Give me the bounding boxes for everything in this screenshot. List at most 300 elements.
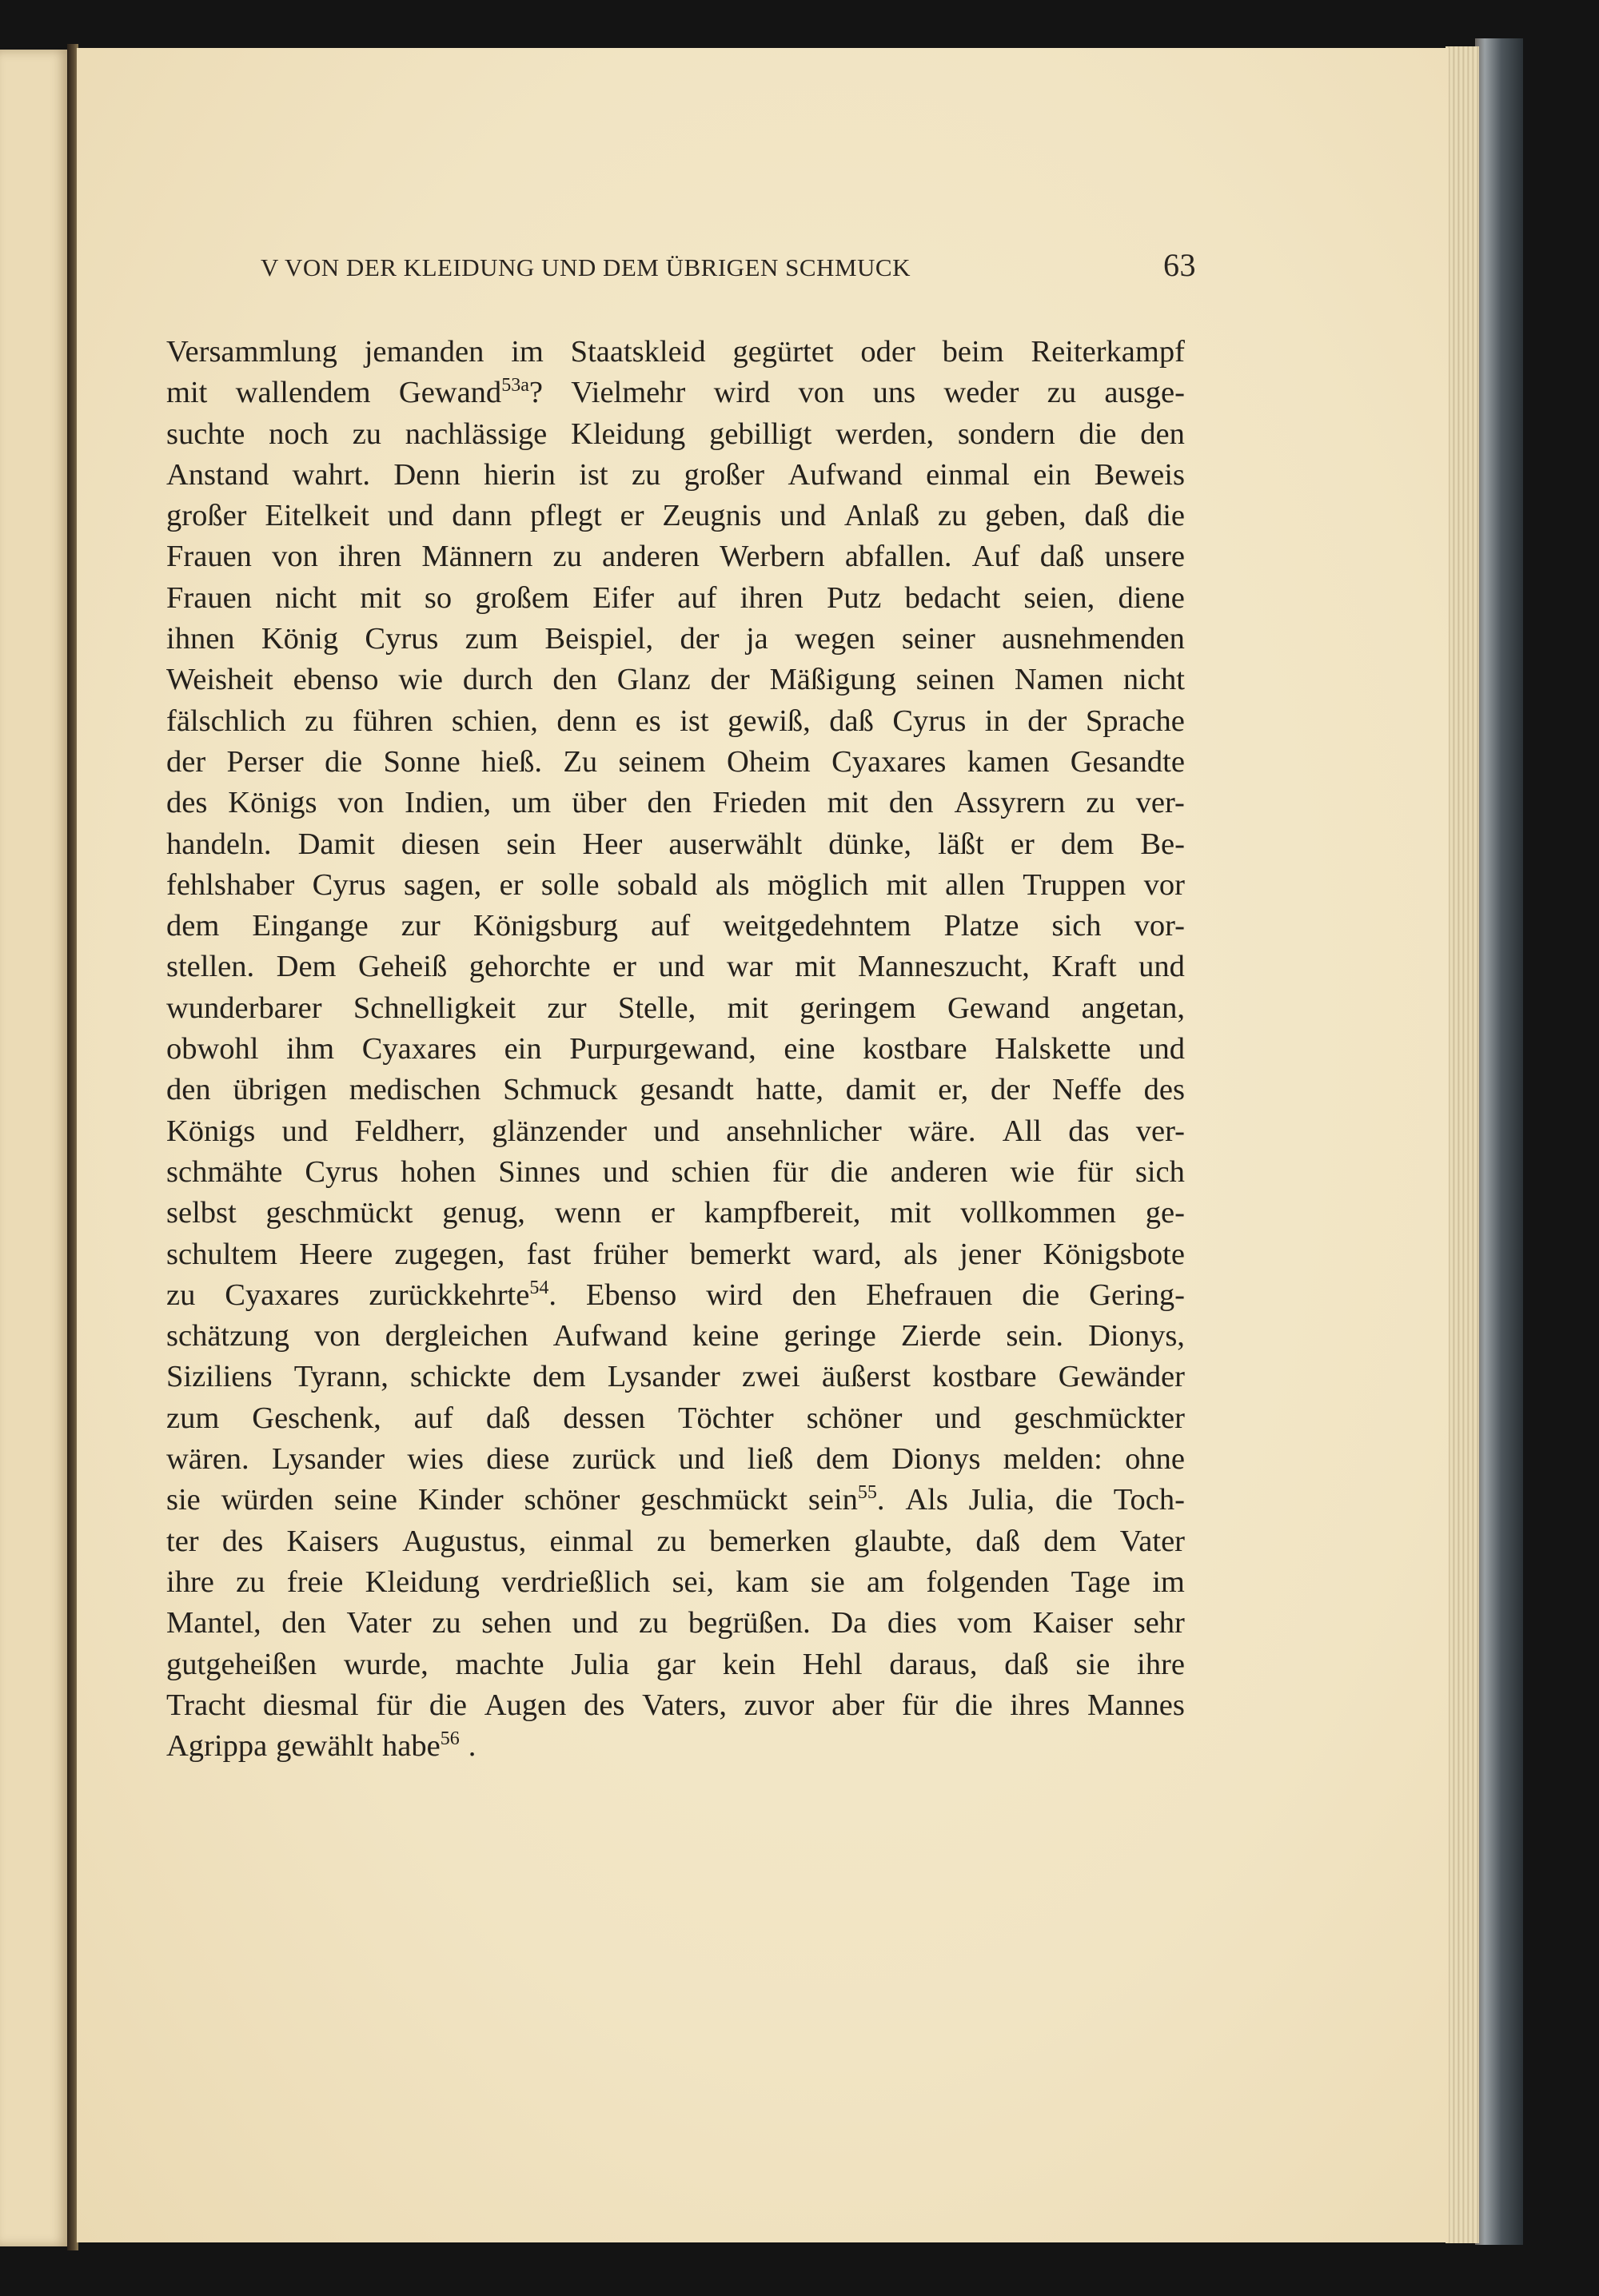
word: und <box>678 1442 725 1477</box>
word: der <box>1027 704 1067 738</box>
word: und <box>780 499 827 533</box>
word: daß <box>975 1524 1020 1558</box>
word: vor <box>1143 867 1185 902</box>
body-text <box>166 332 1185 1767</box>
page-number: 63 <box>1163 247 1196 283</box>
word: Heer <box>582 827 643 861</box>
word: Männern <box>421 540 533 574</box>
word: kam <box>736 1565 789 1599</box>
word: keine <box>692 1319 760 1353</box>
word: den <box>166 1073 211 1107</box>
word: Ebenso <box>585 1278 677 1312</box>
word: ihre <box>1137 1647 1185 1681</box>
text-line <box>166 1275 1185 1316</box>
word: ver- <box>1135 786 1185 820</box>
word: diene <box>1118 580 1185 615</box>
word: Ehefrauen <box>866 1278 993 1312</box>
word: Cyrus <box>305 1154 379 1189</box>
word: zu <box>631 457 661 492</box>
word: medischen <box>349 1073 481 1107</box>
word: Tyrann, <box>293 1360 389 1394</box>
facing-page-edge <box>0 50 69 2246</box>
word: wunderbarer <box>166 991 322 1025</box>
word: mit <box>360 580 401 615</box>
word: angetan, <box>1081 991 1185 1025</box>
word: Dionys, <box>1088 1319 1185 1353</box>
word: hatte, <box>756 1073 824 1107</box>
word: mit <box>166 376 208 410</box>
word: gehorchte <box>469 950 591 984</box>
word: großer <box>166 499 247 533</box>
word: großem <box>475 580 569 615</box>
word: Mäßigung <box>769 663 896 697</box>
text-line <box>166 1480 1185 1521</box>
word: zu <box>1086 786 1115 820</box>
word: kein <box>722 1647 776 1681</box>
word: sie <box>166 1483 201 1517</box>
word: es <box>635 704 661 738</box>
word: oder <box>860 335 915 369</box>
text-line <box>166 1521 1185 1562</box>
word: Tage <box>1071 1565 1130 1599</box>
text-line <box>166 1726 1185 1767</box>
text-line <box>166 1193 1185 1234</box>
word: führen <box>352 704 433 738</box>
text-line <box>166 496 1185 536</box>
word: wallendem <box>235 376 371 410</box>
word: zu <box>305 704 334 738</box>
word: Gering- <box>1089 1278 1185 1312</box>
word: wird <box>713 376 771 410</box>
word: Vater <box>346 1606 412 1640</box>
word: zu <box>656 1524 686 1558</box>
word: die <box>325 744 363 779</box>
word: einmal <box>549 1524 634 1558</box>
word: Königs <box>228 786 317 820</box>
word: Feldherr, <box>354 1114 465 1148</box>
word: vom <box>957 1606 1012 1640</box>
word: nachlässige <box>405 417 548 451</box>
word: zu <box>937 499 967 533</box>
word: werden, <box>835 417 935 451</box>
word: solle <box>540 867 600 902</box>
word: Königsbote <box>1043 1237 1185 1271</box>
word: geschmückt <box>640 1483 788 1517</box>
word: und <box>653 1114 700 1148</box>
word: Purpurgewand, <box>569 1032 756 1066</box>
word: uns <box>872 376 916 410</box>
word: stellen. <box>166 950 255 984</box>
word: durch <box>462 663 533 697</box>
word: Kraft <box>1051 950 1117 984</box>
word: Aufwand <box>788 457 903 492</box>
text-line <box>166 1070 1185 1110</box>
word: und <box>935 1401 982 1435</box>
word: sie <box>1075 1647 1111 1681</box>
word: Zu <box>563 744 598 779</box>
word: hohen <box>401 1154 477 1189</box>
word: die <box>429 1688 467 1722</box>
word: ihren <box>740 580 803 615</box>
word: zum <box>166 1401 220 1435</box>
word: und <box>658 950 705 984</box>
word: diese <box>486 1442 550 1477</box>
word: Cyaxares <box>831 744 947 779</box>
word: zum <box>465 622 519 656</box>
word: glaubte, <box>854 1524 953 1558</box>
word: wegen <box>795 622 875 656</box>
word: die <box>1146 499 1185 533</box>
word: gewählt <box>276 1729 374 1764</box>
text-line <box>166 906 1185 947</box>
word: damit <box>845 1073 916 1107</box>
word: wies <box>407 1442 464 1477</box>
word: so <box>424 580 453 615</box>
word: bemerkt <box>689 1237 791 1271</box>
word: Agrippa <box>166 1729 268 1764</box>
word: Augen <box>484 1688 567 1722</box>
word: Julia <box>571 1647 630 1681</box>
word: schien, <box>451 704 538 738</box>
word: daraus, <box>889 1647 978 1681</box>
word: kamen <box>967 744 1050 779</box>
running-header <box>261 246 1196 284</box>
word: dem <box>532 1360 586 1394</box>
word: glänzender <box>492 1114 628 1148</box>
word: Als <box>905 1483 948 1517</box>
word: und <box>281 1114 329 1148</box>
word: sich <box>1051 909 1102 943</box>
word: als <box>715 867 750 902</box>
word: Kaisers <box>286 1524 379 1558</box>
word: gutgeheißen <box>166 1647 317 1681</box>
word: Lysander <box>607 1360 720 1394</box>
word: des <box>166 786 208 820</box>
word: zwei <box>742 1360 800 1394</box>
word: er <box>650 1196 675 1230</box>
text-line <box>166 1603 1185 1644</box>
word: sagen, <box>403 867 482 902</box>
word: fehlshaber <box>166 867 295 902</box>
word: Halskette <box>995 1032 1111 1066</box>
word: für <box>902 1688 938 1722</box>
word: Siziliens <box>166 1360 273 1394</box>
word: Eifer <box>592 580 655 615</box>
word: ihres <box>1010 1688 1071 1722</box>
word: die <box>1079 417 1117 451</box>
word: schätzung <box>166 1319 289 1353</box>
word: mit <box>727 991 768 1025</box>
word: Indien, <box>405 786 492 820</box>
word: Töchter <box>678 1401 774 1435</box>
text-line <box>166 660 1185 700</box>
word: sehr <box>1133 1606 1185 1640</box>
page-stack-edges <box>1445 46 1479 2243</box>
word: selbst <box>166 1196 237 1230</box>
word: seiner <box>901 622 975 656</box>
text-line <box>166 742 1185 783</box>
word: der <box>680 622 720 656</box>
word: denn <box>556 704 617 738</box>
word: den <box>647 786 692 820</box>
word: jener <box>959 1237 1022 1271</box>
word: Cyrus <box>365 622 439 656</box>
word: ter <box>166 1524 199 1558</box>
word: Platze <box>943 909 1019 943</box>
word: weitgedehntem <box>723 909 911 943</box>
word: möglich <box>767 867 869 902</box>
word: Auf <box>971 540 1020 574</box>
word: kampfbereit, <box>704 1196 861 1230</box>
word: Kinder <box>417 1483 504 1517</box>
word: Mannes <box>1087 1688 1185 1722</box>
word: ansehnlicher <box>726 1114 882 1148</box>
word: einmal <box>926 457 1010 492</box>
word: melden: <box>1003 1442 1103 1477</box>
word: wahrt. <box>292 457 370 492</box>
word: vollkommen <box>960 1196 1116 1230</box>
word: wie <box>1010 1154 1055 1189</box>
word: dem <box>1043 1524 1097 1558</box>
word: den <box>792 1278 837 1312</box>
word: Lysander <box>271 1442 385 1477</box>
word: gegürtet <box>732 335 834 369</box>
text-line <box>166 1439 1185 1480</box>
word: zu <box>432 1606 461 1640</box>
word: jemanden <box>364 335 484 369</box>
word: mit <box>886 867 927 902</box>
book-cover-edge <box>1475 38 1523 2245</box>
word: den <box>1140 417 1185 451</box>
word: zu <box>236 1565 265 1599</box>
word: hieß. <box>481 744 543 779</box>
word: pflegt <box>529 499 602 533</box>
word: ihre <box>166 1565 214 1599</box>
word: ward, <box>812 1237 882 1271</box>
footnote-marker: 56 <box>440 1728 460 1750</box>
word: daß <box>829 704 874 738</box>
word: Schmuck <box>503 1073 618 1107</box>
word: seinem <box>618 744 706 779</box>
word: Toch- <box>1113 1483 1185 1517</box>
word: ebenso <box>293 663 379 697</box>
word: für <box>1077 1154 1113 1189</box>
word: beim <box>942 335 1004 369</box>
word: Eingange <box>252 909 369 943</box>
word: Dem <box>276 950 337 984</box>
running-title: V VON DER KLEIDUNG UND DEM ÜBRIGEN SCHMUCK <box>261 253 911 281</box>
word: sein$^{55}$. <box>807 1482 885 1517</box>
word: Vielmehr <box>571 376 686 410</box>
word: früher <box>592 1237 668 1271</box>
text-line <box>166 1029 1185 1070</box>
word: nicht <box>275 580 337 615</box>
word: seien, <box>1023 580 1095 615</box>
word: Beweis <box>1094 457 1185 492</box>
word: er <box>612 950 636 984</box>
word: der <box>166 744 206 779</box>
word: daß <box>485 1401 531 1435</box>
word: Frieden <box>712 786 807 820</box>
word: Gewand <box>947 991 1051 1025</box>
word: im <box>1152 1565 1185 1599</box>
word: nicht <box>1122 663 1185 697</box>
word: zurück <box>572 1442 656 1477</box>
word: Truppen <box>1023 867 1126 902</box>
word: Augustus, <box>402 1524 527 1558</box>
word: seine <box>333 1483 398 1517</box>
word: Werbern <box>720 540 825 574</box>
word: am <box>867 1565 905 1599</box>
word: Königsburg <box>473 909 619 943</box>
word: Geheiß <box>358 950 448 984</box>
word: Eitelkeit <box>265 499 369 533</box>
word: Gewand$^{53a}$? <box>398 375 543 410</box>
word: ja <box>745 622 768 656</box>
word: All <box>1002 1114 1042 1148</box>
word: dem <box>166 909 220 943</box>
text-line <box>166 1111 1185 1152</box>
footnote-marker: 53a <box>501 375 529 397</box>
word: und <box>1138 950 1185 984</box>
word: handeln. <box>166 827 272 861</box>
text-line <box>166 865 1185 906</box>
word: für <box>772 1154 808 1189</box>
word: zur <box>547 991 587 1025</box>
word: bedacht <box>904 580 1001 615</box>
text-line <box>166 1644 1185 1685</box>
word: Da <box>831 1606 867 1640</box>
word: fälschlich <box>166 704 286 738</box>
word: Putz <box>826 580 882 615</box>
word: anderen <box>890 1154 988 1189</box>
word: dessen <box>563 1401 646 1435</box>
word: läßt <box>938 827 984 861</box>
word: zu <box>1047 376 1077 410</box>
word: und <box>572 1606 619 1640</box>
word: sehen <box>481 1606 552 1640</box>
word: des <box>584 1688 625 1722</box>
word: sondern <box>957 417 1055 451</box>
word: daß <box>1084 499 1130 533</box>
word: sich <box>1134 1154 1185 1189</box>
word: Zeugnis <box>662 499 762 533</box>
word: für <box>376 1688 413 1722</box>
word: Sonne <box>383 744 461 779</box>
word: Mantel, <box>166 1606 261 1640</box>
text-line <box>166 332 1185 373</box>
word: dem <box>1060 827 1115 861</box>
word: suchte <box>166 417 245 451</box>
word: obwohl <box>166 1032 259 1066</box>
word: Oheim <box>726 744 811 779</box>
text-line <box>166 536 1185 577</box>
word: Gesandte <box>1070 744 1185 779</box>
word: geringe <box>784 1319 876 1353</box>
word: zu <box>638 1606 668 1640</box>
word: Namen <box>1014 663 1104 697</box>
word: Glanz <box>616 663 691 697</box>
word: Heere <box>299 1237 373 1271</box>
word: würden <box>221 1483 314 1517</box>
text-line <box>166 578 1185 619</box>
word: und <box>1138 1032 1185 1066</box>
word: Königs <box>166 1114 256 1148</box>
word: in <box>984 704 1009 738</box>
text-line <box>166 1357 1185 1397</box>
word: zu <box>352 417 382 451</box>
word: verdrießlich <box>501 1565 651 1599</box>
word: eine <box>784 1032 835 1066</box>
word: wie <box>398 663 443 697</box>
word: Vaters, <box>642 1688 727 1722</box>
text-line <box>166 701 1185 742</box>
word: Gewänder <box>1058 1360 1185 1394</box>
word: gewiß, <box>728 704 811 738</box>
word: Frauen <box>166 580 252 615</box>
word: des <box>1143 1073 1185 1107</box>
word: zurückkehrte$^{54}$. <box>369 1277 556 1312</box>
word: dann <box>452 499 512 533</box>
word: auf <box>677 580 717 615</box>
word: weder <box>943 376 1019 410</box>
word: schöner <box>524 1483 620 1517</box>
word: wäre. <box>908 1114 976 1148</box>
word: dem <box>815 1442 869 1477</box>
word: bemerken <box>709 1524 831 1558</box>
word: wenn <box>554 1196 622 1230</box>
word: die <box>830 1154 868 1189</box>
word: um <box>512 786 552 820</box>
word: Kaiser <box>1032 1606 1114 1640</box>
word: ihnen <box>166 622 235 656</box>
word: die <box>1022 1278 1060 1312</box>
book-page <box>77 48 1449 2242</box>
word: sei, <box>672 1565 714 1599</box>
word: ausnehmenden <box>1002 622 1185 656</box>
word: Staatskleid <box>570 335 706 369</box>
word: geschmückter <box>1014 1401 1185 1435</box>
word: kostbare <box>932 1360 1037 1394</box>
word: geringem <box>800 991 916 1025</box>
word: der <box>710 663 750 697</box>
word: aber <box>831 1688 885 1722</box>
word: Stelle, <box>617 991 696 1025</box>
text-line <box>166 1152 1185 1193</box>
word: genug, <box>442 1196 525 1230</box>
word: von <box>313 1319 361 1353</box>
word: Damit <box>297 827 375 861</box>
word: daß <box>1039 540 1085 574</box>
word: Kleidung <box>365 1565 480 1599</box>
word: ein <box>1033 457 1071 492</box>
text-line <box>166 824 1185 865</box>
word: Anstand <box>166 457 269 492</box>
word: machte <box>455 1647 544 1681</box>
word: die <box>955 1688 993 1722</box>
word: ihm <box>286 1032 335 1066</box>
word: fast <box>526 1237 572 1271</box>
word: den <box>888 786 934 820</box>
word: auf <box>413 1401 453 1435</box>
word: diesen <box>401 827 480 861</box>
word: Tracht <box>166 1688 246 1722</box>
word: mit <box>890 1196 931 1230</box>
word: auserwählt <box>668 827 803 861</box>
word: großer <box>684 457 765 492</box>
word: Manneszucht, <box>857 950 1030 984</box>
word: Cyrus <box>312 867 386 902</box>
